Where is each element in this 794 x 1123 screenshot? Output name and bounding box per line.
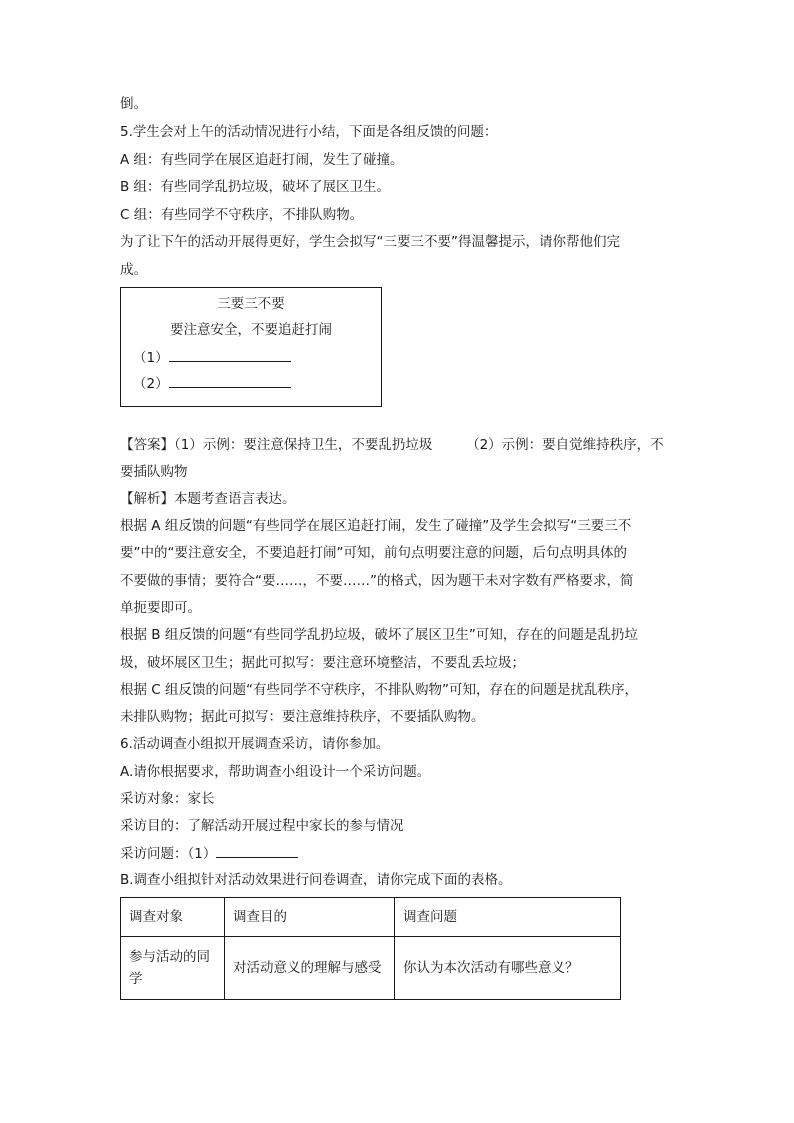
answer-blank-2[interactable]: [169, 373, 291, 388]
analysis-a-line-3: 不要做的事情；要符合“要……，不要……”的格式，因为题干未对字数有严格要求，简: [120, 573, 634, 589]
table-header-cell: 调查对象: [121, 898, 225, 937]
answer-line-2: 要插队购物: [120, 464, 188, 480]
notice-title: 三要三不要: [217, 296, 285, 312]
analysis-a-line-1: 根据 A 组反馈的问题“有些同学在展区追赶打闹，发生了碰撞”及学生会拟写“三要三不: [120, 518, 632, 534]
table-header-cell: 调查问题: [395, 898, 621, 937]
task-intro-line-2: 成。: [120, 262, 147, 278]
notice-item-2-label: （2）: [133, 376, 169, 392]
group-c-feedback: C 组：有些同学不守秩序，不排队购物。: [120, 207, 364, 223]
analysis-b-line-1: 根据 B 组反馈的问题“有些同学乱扔垃圾，破坏了展区卫生”可知，存在的问题是乱扔垃: [120, 627, 638, 643]
table-cell: 你认为本次活动有哪些意义？: [395, 937, 621, 1000]
answer-line-1: 【答案】（1）示例：要注意保持卫生，不要乱扔垃圾 （2）示例：要自觉维持秩序，不: [120, 437, 664, 453]
analysis-a-line-2: 要”中的“要注意安全，不要追赶打闹”可知，前句点明要注意的问题，后句点明具体的: [120, 545, 627, 561]
table-row: [121, 937, 621, 1000]
paragraph-continuation: 倒。: [120, 96, 147, 112]
notice-example: 要注意安全，不要追赶打闹: [170, 322, 332, 338]
analysis-heading: 【解析】本题考查语言表达。: [120, 491, 296, 507]
survey-table: [120, 897, 621, 1000]
analysis-b-line-2: 圾，破坏展区卫生；据此可拟写：要注意环境整洁，不要乱丢垃圾；: [120, 655, 525, 671]
analysis-a-line-4: 单扼要即可。: [120, 600, 201, 616]
question-5-prompt: 5.学生会对上午的活动情况进行小结，下面是各组反馈的问题：: [120, 124, 498, 140]
table-header-row: [121, 898, 621, 937]
table-header-cell: 调查目的: [225, 898, 395, 937]
question-6-prompt: 6.活动调查小组拟开展调查采访，请你参加。: [120, 736, 390, 752]
notice-box: [120, 287, 382, 407]
group-a-feedback: A 组：有些同学在展区追赶打闹，发生了碰撞。: [120, 152, 404, 168]
interview-question-label: 采访问题：（1）: [120, 846, 217, 862]
interview-question-blank[interactable]: [216, 843, 298, 858]
notice-item-1: [133, 347, 291, 368]
interview-target: 采访对象：家长: [120, 791, 215, 807]
group-b-feedback: B 组：有些同学乱扔垃圾，破坏了展区卫生。: [120, 179, 391, 195]
answer-blank-1[interactable]: [169, 347, 291, 362]
analysis-c-line-1: 根据 C 组反馈的问题“有些同学不守秩序，不排队购物”可知，存在的问题是扰乱秩序，: [120, 682, 638, 698]
table-cell: 参与活动的同学: [121, 937, 225, 1000]
table-cell: 对活动意义的理解与感受: [225, 937, 395, 1000]
notice-item-2: [133, 373, 291, 394]
question-6-part-b: B.调查小组拟针对活动效果进行问卷调查，请你完成下面的表格。: [120, 872, 512, 888]
interview-question: [120, 843, 298, 864]
task-intro-line-1: 为了让下午的活动开展得更好，学生会拟写“三要三不要”得温馨提示，请你帮他们完: [120, 234, 620, 250]
analysis-c-line-2: 未排队购物；据此可拟写：要注意维持秩序，不要插队购物。: [120, 709, 485, 725]
question-6-part-a: A.请你根据要求，帮助调查小组设计一个采访问题。: [120, 764, 431, 780]
interview-purpose: 采访目的：了解活动开展过程中家长的参与情况: [120, 818, 404, 834]
notice-item-1-label: （1）: [133, 350, 169, 366]
